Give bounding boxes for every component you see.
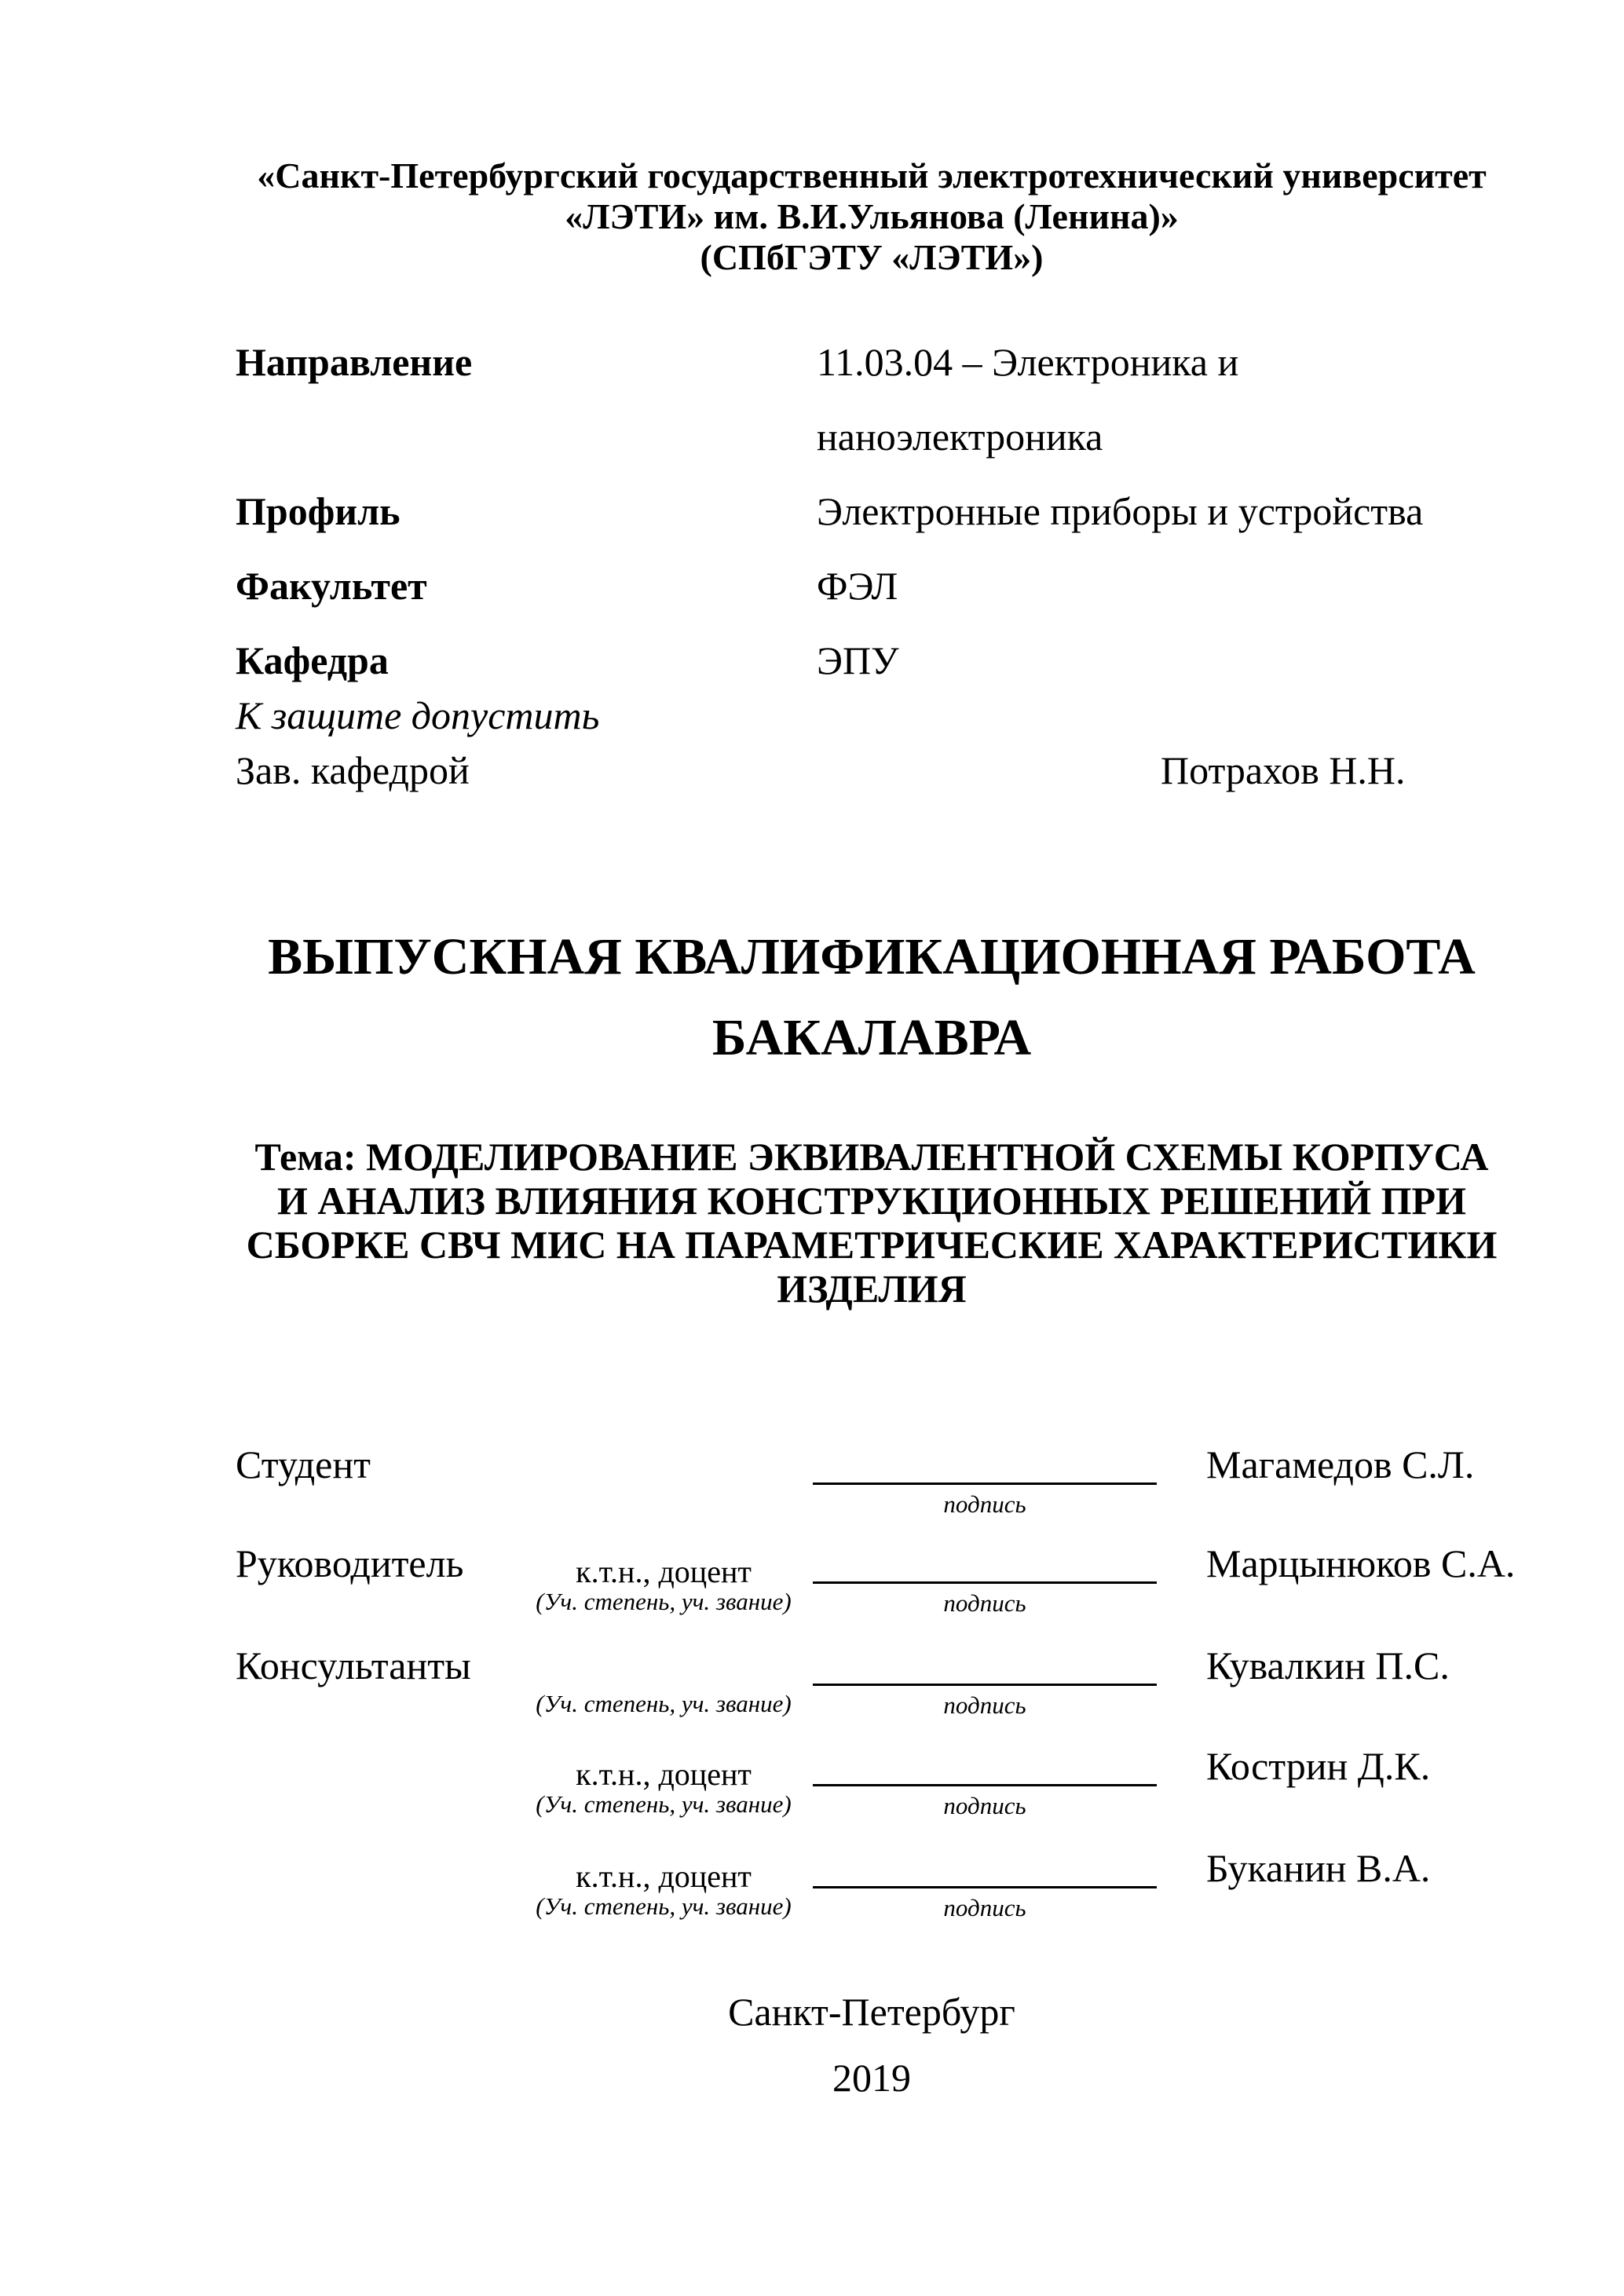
direction-label: Направление (236, 340, 473, 384)
field-profile (236, 474, 1508, 549)
signature-caption: подпись (943, 1894, 1026, 1921)
field-department (236, 623, 1508, 698)
consultant-3-qualification: к.т.н., доцент (576, 1859, 752, 1894)
theme-line: И АНАЛИЗ ВЛИЯНИЯ КОНСТРУКЦИОННЫХ РЕШЕНИЙ ПРИ (277, 1179, 1466, 1223)
supervisor-role-label: Руководитель (236, 1541, 464, 1585)
field-direction (236, 325, 1508, 474)
university-header (236, 155, 1508, 278)
university-name-line1: «Санкт-Петербургский государственный электротехнический университет (257, 155, 1487, 196)
work-title-line2: БАКАЛАВРА (711, 1009, 1032, 1066)
student-role-label: Студент (236, 1442, 371, 1486)
field-faculty (236, 549, 1508, 623)
signature-line (813, 1483, 1157, 1485)
signature-line (813, 1886, 1157, 1888)
supervisor-name: Марцынюков С.А. (1206, 1541, 1516, 1585)
signature-line (813, 1581, 1157, 1584)
consultants-role-label: Консультанты (236, 1643, 471, 1687)
department-value: ЭПУ (817, 638, 899, 682)
degree-caption: (Уч. степень, уч. звание) (536, 1588, 792, 1615)
signature-caption: подпись (943, 1691, 1026, 1719)
supervisor-qualification: к.т.н., доцент (576, 1554, 752, 1589)
consultant-3-name: Буканин В.А. (1206, 1846, 1431, 1890)
signature-caption: подпись (943, 1589, 1026, 1617)
thesis-theme (236, 1135, 1508, 1311)
signature-caption: подпись (943, 1792, 1026, 1819)
consultant-2-name: Кострин Д.К. (1206, 1744, 1431, 1788)
signature-row-consultant-1 (236, 1643, 1508, 1748)
footer-city: Санкт-Петербург (728, 1990, 1015, 2034)
department-head-name: Потрахов Н.Н. (1161, 748, 1406, 792)
degree-caption: (Уч. степень, уч. звание) (536, 1790, 792, 1818)
university-name-line2: «ЛЭТИ» им. В.И.Ульянова (Ленина)» (565, 196, 1179, 236)
signature-line (813, 1684, 1157, 1686)
theme-line: Тема: МОДЕЛИРОВАНИЕ ЭКВИВАЛЕНТНОЙ СХЕМЫ КОРПУСА (254, 1135, 1489, 1179)
profile-value: Электронные приборы и устройства (817, 489, 1424, 533)
department-label: Кафедра (236, 638, 389, 682)
work-title-line1: ВЫПУСКНАЯ КВАЛИФИКАЦИОННАЯ РАБОТА (268, 928, 1476, 985)
admit-to-defense-line: К защите допустить (236, 693, 600, 737)
signature-row-supervisor (236, 1541, 1516, 1646)
signature-row-consultant-3 (236, 1848, 1508, 1951)
program-fields (236, 325, 1508, 698)
faculty-label: Факультет (236, 564, 427, 608)
faculty-value: ФЭЛ (817, 564, 898, 608)
degree-caption: (Уч. степень, уч. звание) (536, 1690, 792, 1717)
profile-label: Профиль (236, 489, 401, 533)
degree-caption: (Уч. степень, уч. звание) (536, 1892, 792, 1920)
signature-row-student (236, 1442, 1508, 1547)
signature-line (813, 1784, 1157, 1786)
department-head-label: Зав. кафедрой (236, 748, 470, 792)
theme-line: ИЗДЕЛИЯ (777, 1267, 967, 1311)
consultant-2-qualification: к.т.н., доцент (576, 1757, 752, 1792)
direction-value: 11.03.04 – Электроника и наноэлектроника (817, 340, 1239, 459)
signature-row-consultant-2 (236, 1746, 1508, 1848)
signature-caption: подпись (943, 1490, 1026, 1518)
footer-year: 2019 (832, 2056, 911, 2100)
university-abbreviation: (СПбГЭТУ «ЛЭТИ») (700, 237, 1044, 277)
consultant-1-name: Кувалкин П.С. (1206, 1643, 1450, 1687)
theme-line: СБОРКЕ СВЧ МИС НА ПАРАМЕТРИЧЕСКИЕ ХАРАКТЕРИСТИКИ (246, 1223, 1498, 1267)
student-name: Магамедов С.Л. (1206, 1442, 1475, 1486)
